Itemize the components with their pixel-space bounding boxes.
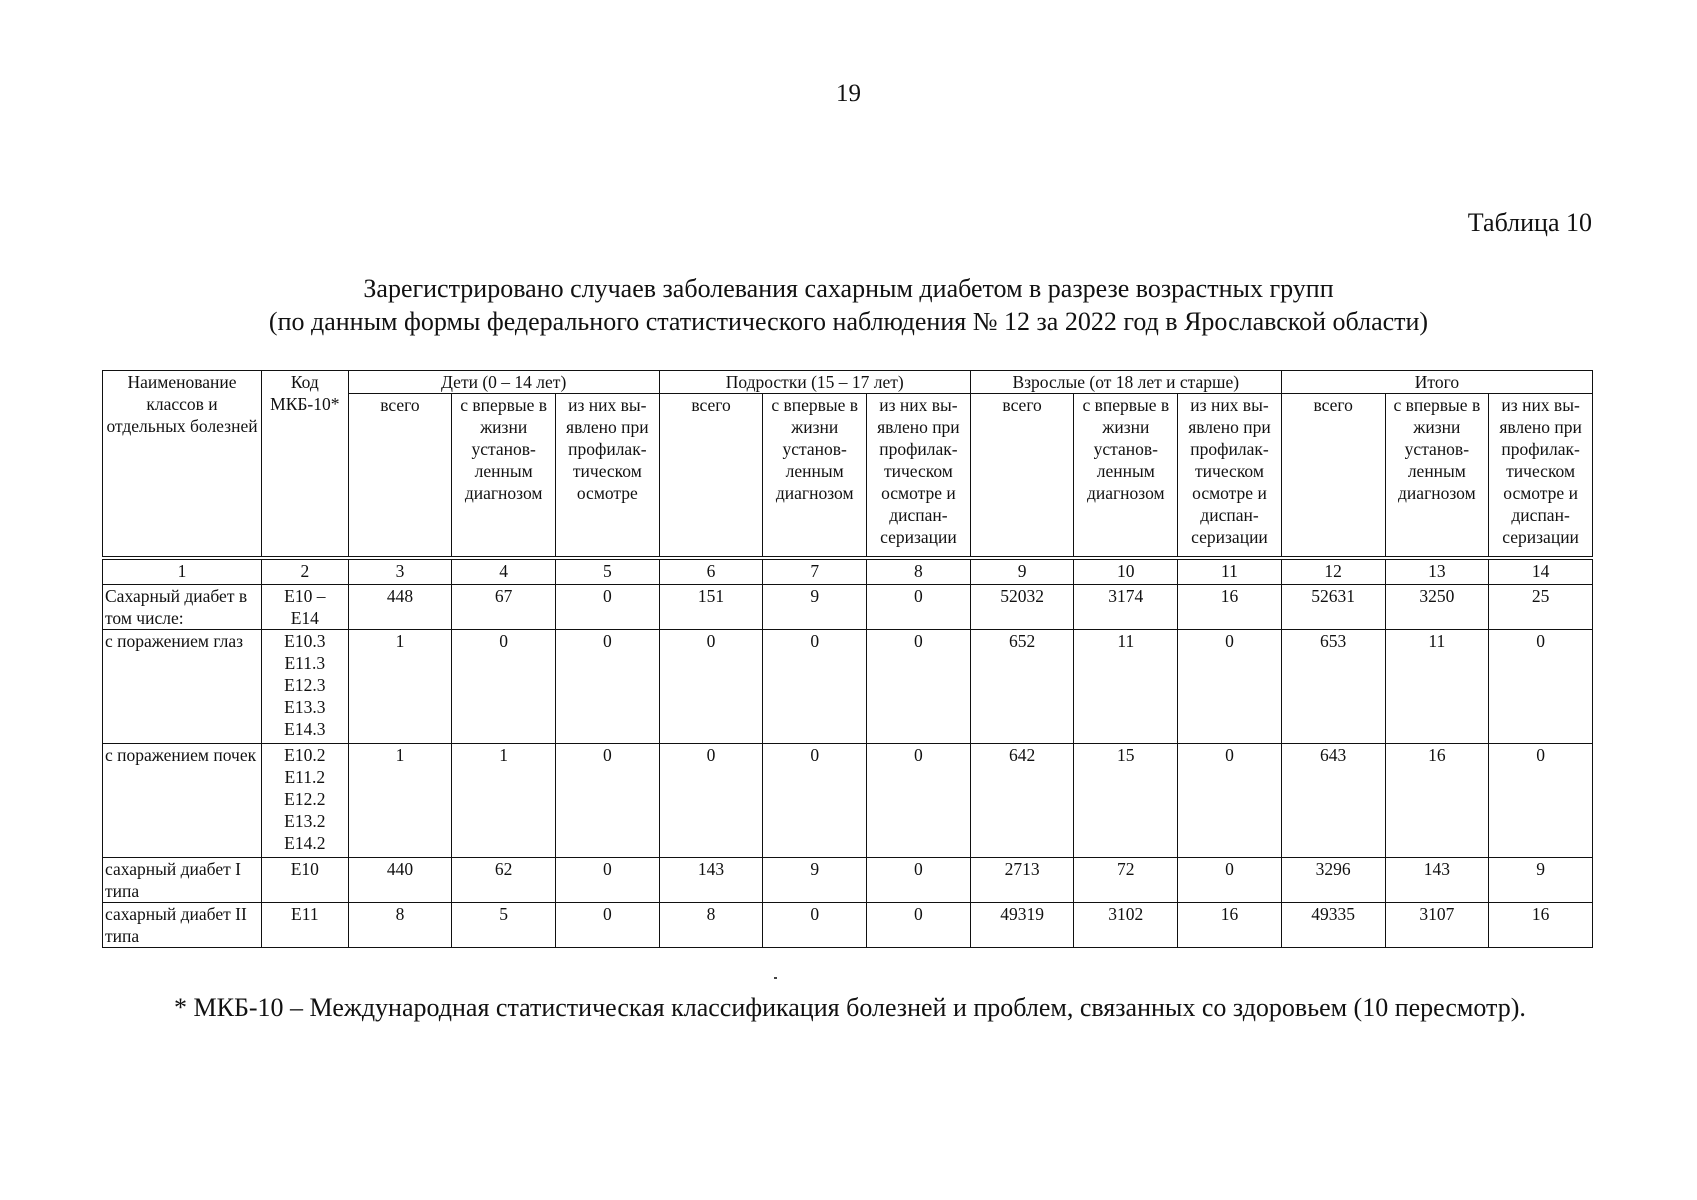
- cell-value: 0: [763, 630, 867, 744]
- column-number: 11: [1178, 558, 1282, 585]
- cell-value: 0: [555, 858, 659, 903]
- header-total-first: с впервые в жизни установ-ленным диагнозом: [1385, 394, 1489, 559]
- column-number: 8: [867, 558, 971, 585]
- cell-value: 3296: [1281, 858, 1385, 903]
- header-total-prof: из них вы-явлено при профилак-тическом осмотре и диспан-серизации: [1489, 394, 1593, 559]
- cell-value: 0: [867, 744, 971, 858]
- row-codes: [262, 858, 349, 903]
- table-row-kidney-damage: [103, 744, 1593, 858]
- scan-mark: [774, 977, 777, 979]
- cell-value: 0: [1489, 630, 1593, 744]
- cell-value: 2713: [970, 858, 1074, 903]
- cell-value: 52032: [970, 585, 1074, 630]
- row-name: с поражением почек: [103, 744, 262, 858]
- cell-value: 0: [555, 744, 659, 858]
- column-number: 13: [1385, 558, 1489, 585]
- cell-value: 0: [867, 585, 971, 630]
- cell-value: 49319: [970, 903, 1074, 948]
- cell-value: 67: [452, 585, 556, 630]
- table-row-type-1: [103, 858, 1593, 903]
- column-number-row: [103, 558, 1593, 585]
- code: E11: [291, 904, 319, 924]
- header-adults-first: с впервые в жизни установ-ленным диагнозом: [1074, 394, 1178, 559]
- code: E14.2: [284, 833, 326, 853]
- row-codes: [262, 630, 349, 744]
- row-name: Сахарный диабет в том числе:: [103, 585, 262, 630]
- cell-value: 0: [867, 903, 971, 948]
- cell-value: 0: [659, 744, 763, 858]
- cell-value: 0: [555, 903, 659, 948]
- row-name: сахарный диабет II типа: [103, 903, 262, 948]
- cell-value: 0: [452, 630, 556, 744]
- cell-value: 8: [348, 903, 452, 948]
- header-group-adults: Взрослые (от 18 лет и старше): [970, 371, 1281, 394]
- cell-value: 0: [1178, 630, 1282, 744]
- cell-value: 0: [1178, 744, 1282, 858]
- cell-value: 9: [763, 585, 867, 630]
- code: E10.3: [284, 631, 326, 651]
- header-children-prof: из них вы-явлено при профилак-тическом осмотре: [555, 394, 659, 559]
- code: E13.3: [284, 697, 326, 717]
- column-number: 2: [262, 558, 349, 585]
- row-codes: [262, 744, 349, 858]
- cell-value: 11: [1074, 630, 1178, 744]
- cell-value: 652: [970, 630, 1074, 744]
- cell-value: 16: [1385, 744, 1489, 858]
- cell-value: 9: [1489, 858, 1593, 903]
- cell-value: 642: [970, 744, 1074, 858]
- cell-value: 0: [1178, 858, 1282, 903]
- cell-value: 440: [348, 858, 452, 903]
- cell-value: 9: [763, 858, 867, 903]
- header-total-total: всего: [1281, 394, 1385, 559]
- cell-value: 16: [1489, 903, 1593, 948]
- table-row-eye-damage: [103, 630, 1593, 744]
- code: E11.2: [284, 767, 326, 787]
- column-number: 1: [103, 558, 262, 585]
- cell-value: 5: [452, 903, 556, 948]
- column-number: 6: [659, 558, 763, 585]
- table-label: Таблица 10: [1467, 208, 1592, 237]
- cell-value: 0: [867, 858, 971, 903]
- cell-value: 143: [659, 858, 763, 903]
- title-line-1: Зарегистрировано случаев заболевания сахарным диабетом в разрезе возрастных групп: [363, 274, 1334, 303]
- header-adults-total: всего: [970, 394, 1074, 559]
- header-code: Код МКБ-10*: [262, 371, 349, 559]
- cell-value: 0: [555, 585, 659, 630]
- cell-value: 72: [1074, 858, 1178, 903]
- cell-value: 448: [348, 585, 452, 630]
- code: E10 –: [284, 586, 326, 606]
- row-codes: [262, 585, 349, 630]
- row-name: сахарный диабет I типа: [103, 858, 262, 903]
- cell-value: 3107: [1385, 903, 1489, 948]
- cell-value: 653: [1281, 630, 1385, 744]
- cell-value: 11: [1385, 630, 1489, 744]
- column-number: 5: [555, 558, 659, 585]
- column-number: 7: [763, 558, 867, 585]
- cell-value: 0: [1489, 744, 1593, 858]
- cell-value: 49335: [1281, 903, 1385, 948]
- column-number: 9: [970, 558, 1074, 585]
- title-line-2: (по данным формы федерального статистического наблюдения № 12 за 2022 год в Ярославской области): [268, 307, 1429, 336]
- page-number: 19: [836, 80, 861, 107]
- header-teens-total: всего: [659, 394, 763, 559]
- table-row-type-2: [103, 903, 1593, 948]
- cell-value: 0: [867, 630, 971, 744]
- header-name: Наименование классов и отдельных болезней: [103, 371, 262, 559]
- header-group-total: Итого: [1281, 371, 1592, 394]
- cell-value: 25: [1489, 585, 1593, 630]
- cell-value: 52631: [1281, 585, 1385, 630]
- cell-value: 1: [348, 744, 452, 858]
- cell-value: 151: [659, 585, 763, 630]
- header-teens-first: с впервые в жизни установ-ленным диагнозом: [763, 394, 867, 559]
- table-row-diabetes-total: [103, 585, 1593, 630]
- cell-value: 3174: [1074, 585, 1178, 630]
- header-group-teens: Подростки (15 – 17 лет): [659, 371, 970, 394]
- cell-value: 16: [1178, 585, 1282, 630]
- diabetes-statistics-table: [102, 370, 1593, 948]
- cell-value: 3102: [1074, 903, 1178, 948]
- cell-value: 8: [659, 903, 763, 948]
- code: E10: [290, 859, 319, 879]
- header-group-children: Дети (0 – 14 лет): [348, 371, 659, 394]
- column-number: 3: [348, 558, 452, 585]
- header-teens-prof: из них вы-явлено при профилак-тическом осмотре и диспан-серизации: [867, 394, 971, 559]
- cell-value: 3250: [1385, 585, 1489, 630]
- cell-value: 16: [1178, 903, 1282, 948]
- cell-value: 0: [659, 630, 763, 744]
- column-number: 12: [1281, 558, 1385, 585]
- cell-value: 0: [763, 903, 867, 948]
- code: E12.3: [284, 675, 326, 695]
- code: E14: [290, 608, 319, 628]
- cell-value: 1: [348, 630, 452, 744]
- table-title: [0, 272, 1697, 338]
- cell-value: 1: [452, 744, 556, 858]
- code: E10.2: [284, 745, 326, 765]
- code: E11.3: [284, 653, 326, 673]
- header-row-groups: [103, 371, 1593, 394]
- column-number: 4: [452, 558, 556, 585]
- cell-value: 15: [1074, 744, 1178, 858]
- footnote: * МКБ-10 – Международная статистическая классификация болезней и проблем, связанных со здоровьем (10 пересмотр).: [174, 993, 1526, 1022]
- code: E13.2: [284, 811, 326, 831]
- cell-value: 0: [555, 630, 659, 744]
- header-children-total: всего: [348, 394, 452, 559]
- row-codes: [262, 903, 349, 948]
- column-number: 14: [1489, 558, 1593, 585]
- cell-value: 643: [1281, 744, 1385, 858]
- cell-value: 62: [452, 858, 556, 903]
- code: E12.2: [284, 789, 326, 809]
- cell-value: 143: [1385, 858, 1489, 903]
- code: E14.3: [284, 719, 326, 739]
- header-children-first: с впервые в жизни установ-ленным диагнозом: [452, 394, 556, 559]
- row-name: с поражением глаз: [103, 630, 262, 744]
- cell-value: 0: [763, 744, 867, 858]
- header-adults-prof: из них вы-явлено при профилак-тическом осмотре и диспан-серизации: [1178, 394, 1282, 559]
- column-number: 10: [1074, 558, 1178, 585]
